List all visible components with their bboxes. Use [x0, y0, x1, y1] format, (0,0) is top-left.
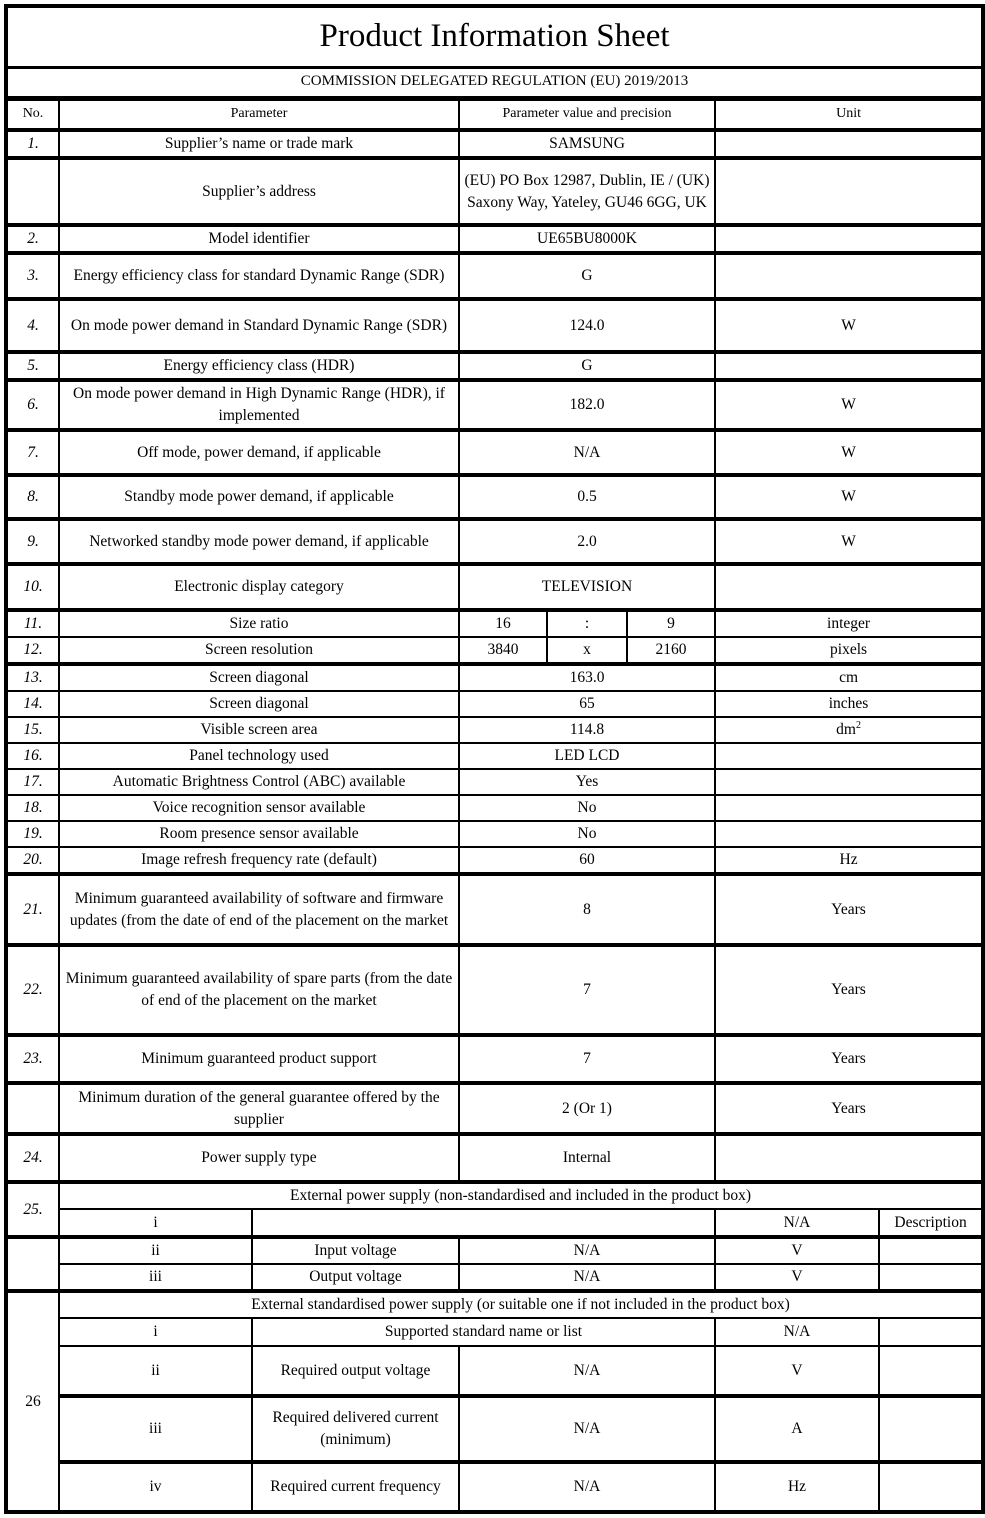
cell-no: 8. — [6, 475, 59, 519]
cell-unit: pixels — [715, 637, 983, 664]
cell-value-separator: : — [547, 610, 627, 637]
cell-sub-label: iv — [59, 1462, 252, 1512]
cell-value: N/A — [459, 430, 715, 475]
cell-no: 19. — [6, 821, 59, 847]
cell-parameter: Voice recognition sensor available — [59, 795, 459, 821]
cell-value: SAMSUNG — [459, 130, 715, 158]
cell-parameter: Power supply type — [59, 1134, 459, 1182]
cell-sub-label: i — [59, 1209, 252, 1237]
cell-no: 12. — [6, 637, 59, 664]
cell-no: 5. — [6, 352, 59, 380]
cell-no: 7. — [6, 430, 59, 475]
row-model-identifier — [6, 225, 983, 253]
cell-unit — [715, 717, 983, 743]
cell-unit: W — [715, 519, 983, 564]
cell-value: UE65BU8000K — [459, 225, 715, 253]
cell-no: 18. — [6, 795, 59, 821]
page-title: Product Information Sheet — [6, 6, 983, 67]
cell-parameter: Minimum guaranteed availability of spare parts (from the date of end of the placement on the market — [59, 945, 459, 1035]
section25-row-i — [6, 1209, 983, 1237]
cell-parameter: Required delivered current (minimum) — [252, 1396, 459, 1462]
section26-row-iii — [6, 1396, 983, 1462]
cell-parameter: Supplier’s address — [59, 158, 459, 225]
cell-value: 0.5 — [459, 475, 715, 519]
section26-row-iv — [6, 1462, 983, 1512]
cell-parameter: Visible screen area — [59, 717, 459, 743]
regulation-row — [6, 67, 983, 98]
row-software-updates — [6, 874, 983, 945]
cell-unit: Hz — [715, 847, 983, 874]
row-networked-standby — [6, 519, 983, 564]
row-abc-available — [6, 769, 983, 795]
row-display-category — [6, 564, 983, 610]
cell-no: 22. — [6, 945, 59, 1035]
row-refresh-rate — [6, 847, 983, 874]
row-screen-diagonal-inches — [6, 691, 983, 717]
cell-parameter: Supported standard name or list — [252, 1318, 715, 1346]
cell-parameter: Panel technology used — [59, 743, 459, 769]
cell-no — [6, 1237, 59, 1291]
cell-no: 9. — [6, 519, 59, 564]
section26-row-i — [6, 1318, 983, 1346]
cell-parameter: Supplier’s name or trade mark — [59, 130, 459, 158]
cell-parameter: Off mode, power demand, if applicable — [59, 430, 459, 475]
cell-value-1: 16 — [459, 610, 547, 637]
cell-parameter: Input voltage — [252, 1237, 459, 1264]
row-off-mode — [6, 430, 983, 475]
section25-header-row — [6, 1182, 983, 1209]
cell-parameter: Networked standby mode power demand, if applicable — [59, 519, 459, 564]
cell-no: 4. — [6, 299, 59, 352]
cell-description — [879, 1346, 983, 1396]
product-info-table — [4, 4, 985, 1514]
cell-value: 8 — [459, 874, 715, 945]
cell-value: No — [459, 821, 715, 847]
cell-unit — [715, 130, 983, 158]
cell-no: 20. — [6, 847, 59, 874]
row-guarantee-duration — [6, 1083, 983, 1134]
cell-parameter: Required current frequency — [252, 1462, 459, 1512]
header-parameter: Parameter — [59, 98, 459, 130]
cell-no: 21. — [6, 874, 59, 945]
row-spare-parts — [6, 945, 983, 1035]
cell-unit: V — [715, 1346, 879, 1396]
cell-sub-label: iii — [59, 1396, 252, 1462]
cell-parameter: Minimum guaranteed availability of software and firmware updates (from the date of end of the placement on the market — [59, 874, 459, 945]
cell-sub-label: ii — [59, 1346, 252, 1396]
row-voice-recognition — [6, 795, 983, 821]
cell-description: Description — [879, 1209, 983, 1237]
cell-no: 14. — [6, 691, 59, 717]
cell-parameter: Image refresh frequency rate (default) — [59, 847, 459, 874]
section25-header: External power supply (non-standardised and included in the product box) — [59, 1182, 983, 1209]
cell-value-1: 3840 — [459, 637, 547, 664]
header-value: Parameter value and precision — [459, 98, 715, 130]
cell-unit: W — [715, 299, 983, 352]
cell-no: 6. — [6, 380, 59, 430]
cell-parameter: Energy efficiency class for standard Dynamic Range (SDR) — [59, 253, 459, 299]
row-power-sdr — [6, 299, 983, 352]
cell-unit: N/A — [715, 1209, 879, 1237]
cell-value: N/A — [459, 1462, 715, 1512]
row-size-ratio — [6, 610, 983, 637]
column-header-row — [6, 98, 983, 130]
cell-description — [879, 1318, 983, 1346]
cell-sub-label: iii — [59, 1264, 252, 1291]
cell-unit: W — [715, 430, 983, 475]
cell-no: 25. — [6, 1182, 59, 1237]
cell-unit: integer — [715, 610, 983, 637]
cell-parameter: Screen diagonal — [59, 691, 459, 717]
section26-header: External standardised power supply (or suitable one if not included in the product box) — [59, 1291, 983, 1318]
cell-value: 65 — [459, 691, 715, 717]
cell-parameter: Model identifier — [59, 225, 459, 253]
cell-parameter: Required output voltage — [252, 1346, 459, 1396]
cell-value: 2 (Or 1) — [459, 1083, 715, 1134]
cell-parameter: Screen resolution — [59, 637, 459, 664]
cell-no: 1. — [6, 130, 59, 158]
cell-value-2: 2160 — [627, 637, 715, 664]
row-power-supply-type — [6, 1134, 983, 1182]
cell-parameter: Screen diagonal — [59, 664, 459, 691]
row-eec-sdr — [6, 253, 983, 299]
cell-value: No — [459, 795, 715, 821]
section25-row-iii — [6, 1264, 983, 1291]
row-room-presence — [6, 821, 983, 847]
cell-no: 26 — [6, 1291, 59, 1512]
cell-parameter: Room presence sensor available — [59, 821, 459, 847]
cell-unit — [715, 769, 983, 795]
cell-value: 7 — [459, 1035, 715, 1083]
cell-no: 11. — [6, 610, 59, 637]
title-row — [6, 6, 983, 67]
cell-unit: N/A — [715, 1318, 879, 1346]
unit-base: dm — [836, 721, 856, 738]
cell-no: 3. — [6, 253, 59, 299]
cell-parameter: Minimum guaranteed product support — [59, 1035, 459, 1083]
cell-no: 2. — [6, 225, 59, 253]
cell-unit: Years — [715, 1083, 983, 1134]
section26-row-ii — [6, 1346, 983, 1396]
cell-value: 60 — [459, 847, 715, 874]
cell-value: LED LCD — [459, 743, 715, 769]
cell-no: 10. — [6, 564, 59, 610]
row-power-hdr — [6, 380, 983, 430]
cell-description — [879, 1264, 983, 1291]
row-eec-hdr — [6, 352, 983, 380]
row-visible-screen-area — [6, 717, 983, 743]
cell-unit: W — [715, 475, 983, 519]
unit-superscript: 2 — [855, 719, 861, 731]
cell-unit: A — [715, 1396, 879, 1462]
row-product-support — [6, 1035, 983, 1083]
cell-value: Yes — [459, 769, 715, 795]
cell-sub-label: ii — [59, 1237, 252, 1264]
cell-unit: inches — [715, 691, 983, 717]
cell-description — [879, 1237, 983, 1264]
cell-unit — [715, 1134, 983, 1182]
cell-value-2: 9 — [627, 610, 715, 637]
cell-value — [252, 1209, 715, 1237]
cell-value: TELEVISION — [459, 564, 715, 610]
row-supplier-name — [6, 130, 983, 158]
cell-parameter: Minimum duration of the general guarantee offered by the supplier — [59, 1083, 459, 1134]
row-standby — [6, 475, 983, 519]
cell-description — [879, 1462, 983, 1512]
cell-parameter: Energy efficiency class (HDR) — [59, 352, 459, 380]
cell-parameter: On mode power demand in High Dynamic Range (HDR), if implemented — [59, 380, 459, 430]
row-supplier-address — [6, 158, 983, 225]
cell-value: 2.0 — [459, 519, 715, 564]
cell-unit: Hz — [715, 1462, 879, 1512]
regulation-title: COMMISSION DELEGATED REGULATION (EU) 2019/2013 — [6, 67, 983, 98]
cell-no: 16. — [6, 743, 59, 769]
cell-unit: W — [715, 380, 983, 430]
cell-no: 13. — [6, 664, 59, 691]
cell-parameter: Output voltage — [252, 1264, 459, 1291]
cell-unit — [715, 821, 983, 847]
row-screen-diagonal-cm — [6, 664, 983, 691]
cell-unit — [715, 225, 983, 253]
cell-value-separator: x — [547, 637, 627, 664]
cell-description — [879, 1396, 983, 1462]
cell-value: 182.0 — [459, 380, 715, 430]
cell-value: G — [459, 352, 715, 380]
cell-parameter: Automatic Brightness Control (ABC) available — [59, 769, 459, 795]
header-no: No. — [6, 98, 59, 130]
cell-unit: V — [715, 1264, 879, 1291]
cell-unit: Years — [715, 945, 983, 1035]
cell-value: N/A — [459, 1346, 715, 1396]
cell-value: N/A — [459, 1396, 715, 1462]
row-screen-resolution — [6, 637, 983, 664]
cell-value: N/A — [459, 1237, 715, 1264]
cell-value: 7 — [459, 945, 715, 1035]
section25-row-ii — [6, 1237, 983, 1264]
cell-no: 24. — [6, 1134, 59, 1182]
cell-value: N/A — [459, 1264, 715, 1291]
cell-parameter: Size ratio — [59, 610, 459, 637]
cell-unit: Years — [715, 874, 983, 945]
cell-unit: V — [715, 1237, 879, 1264]
cell-no: 15. — [6, 717, 59, 743]
cell-parameter: On mode power demand in Standard Dynamic Range (SDR) — [59, 299, 459, 352]
cell-unit — [715, 564, 983, 610]
cell-value: 124.0 — [459, 299, 715, 352]
cell-no: 17. — [6, 769, 59, 795]
cell-sub-label: i — [59, 1318, 252, 1346]
section26-header-row — [6, 1291, 983, 1318]
cell-parameter: Electronic display category — [59, 564, 459, 610]
header-unit: Unit — [715, 98, 983, 130]
row-panel-technology — [6, 743, 983, 769]
cell-unit — [715, 253, 983, 299]
cell-value: Internal — [459, 1134, 715, 1182]
cell-unit: Years — [715, 1035, 983, 1083]
cell-value: 163.0 — [459, 664, 715, 691]
cell-no — [6, 158, 59, 225]
cell-unit — [715, 795, 983, 821]
cell-value: G — [459, 253, 715, 299]
cell-unit — [715, 158, 983, 225]
cell-parameter: Standby mode power demand, if applicable — [59, 475, 459, 519]
cell-value: 114.8 — [459, 717, 715, 743]
cell-no — [6, 1083, 59, 1134]
cell-unit: cm — [715, 664, 983, 691]
cell-unit — [715, 352, 983, 380]
cell-unit — [715, 743, 983, 769]
cell-no: 23. — [6, 1035, 59, 1083]
cell-value: (EU) PO Box 12987, Dublin, IE / (UK) Saxony Way, Yateley, GU46 6GG, UK — [459, 158, 715, 225]
